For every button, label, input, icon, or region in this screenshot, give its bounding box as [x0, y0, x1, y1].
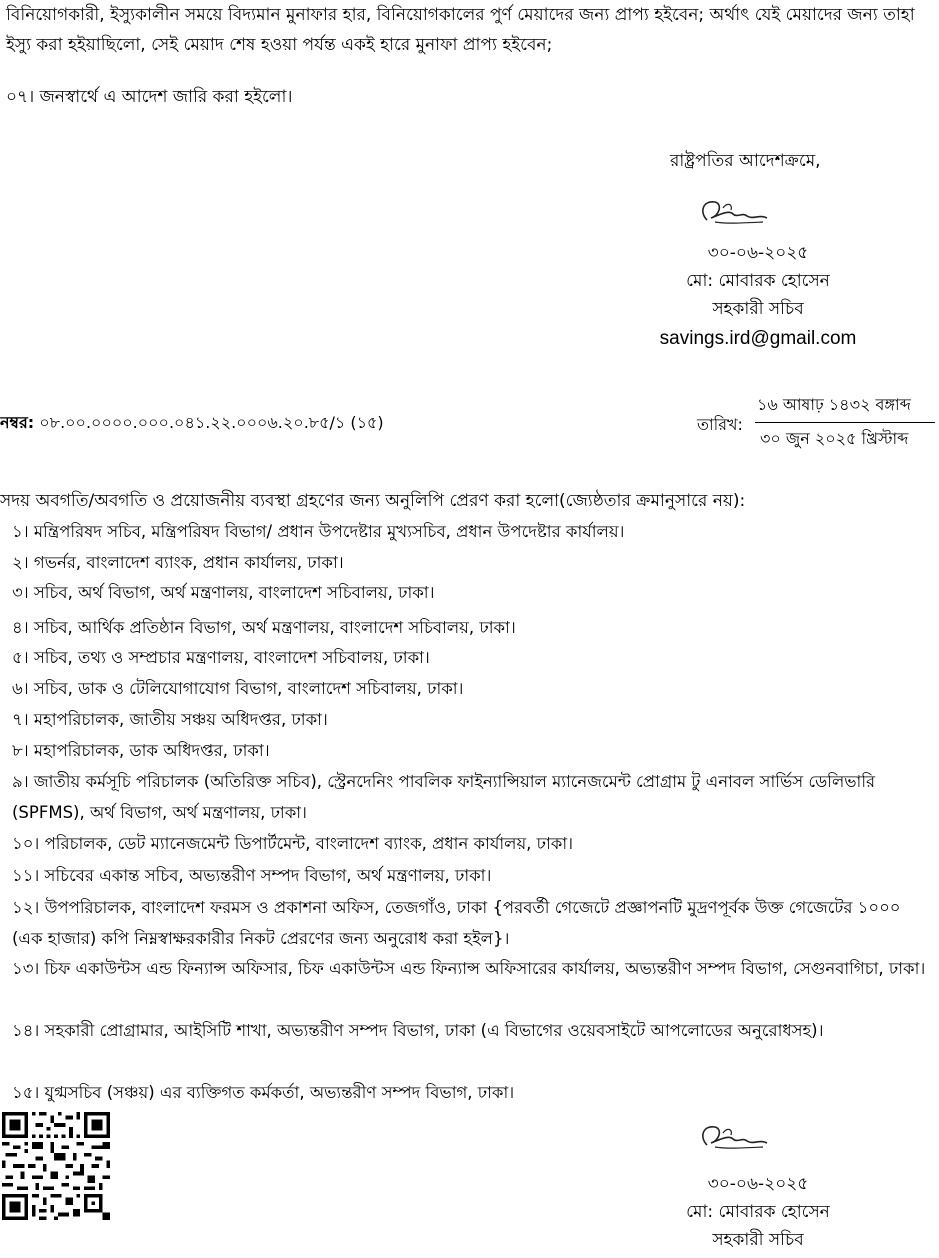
list-item: ৪। সচিব, আর্থিক প্রতিষ্ঠান বিভাগ, অর্থ মন্ত্রণালয়, বাংলাদেশ সচিবালয়, ঢাকা। [12, 618, 516, 637]
memo-number [0, 410, 384, 437]
list-item: ১। মন্ত্রিপরিষদ সচিব, মন্ত্রিপরিষদ বিভাগ/ প্রধান উপদেষ্টার মুখ্যসচিব, প্রধান উপদেষ্টার কার্যালয়। [12, 522, 625, 541]
signatory-designation: সহকারী সচিব [712, 1230, 804, 1250]
date-gregorian: ৩০ জুন ২০২৫ খ্রিস্টাব্দ [760, 429, 909, 448]
list-item: ১৩। চিফ একাউন্টস এন্ড ফিন্যান্স অফিসার, চিফ একাউন্টস এন্ড ফিন্যান্স অফিসারের কার্যালয়, অভ্যন্তরীণ সম্পদ বিভাগ, সেগুনবাগিচা, ঢাকা। [12, 959, 926, 978]
signature-date: ৩০-০৬-২০২৫ [707, 1174, 809, 1194]
list-item: ৮। মহাপরিচালক, ডাক অধিদপ্তর, ঢাকা। [12, 741, 270, 760]
clause-07: ০৭। জনস্বার্থে এ আদেশ জারি করা হইলো। [6, 87, 293, 107]
date-label: তারিখ: [697, 415, 743, 434]
list-item: ১৪। সহকারী প্রোগ্রামার, আইসিটি শাখা, অভ্যন্তরীণ সম্পদ বিভাগ, ঢাকা (এ বিভাগের ওয়েবসাইটে আপলোডের অনুরোধসহ)। [12, 1021, 824, 1040]
list-item: ৩। সচিব, অর্থ বিভাগ, অর্থ মন্ত্রণালয়, বাংলাদেশ সচিবালয়, ঢাকা। [12, 583, 435, 602]
signature-image [693, 192, 773, 232]
date-bangla: ১৬ আষাঢ় ১৪৩২ বঙ্গাব্দ [757, 395, 911, 414]
signature-image [693, 1117, 773, 1157]
list-item: ৫। সচিব, তথ্য ও সম্প্রচার মন্ত্রণালয়, বাংলাদেশ সচিবালয়, ঢাকা। [12, 648, 430, 667]
list-item: ৭। মহাপরিচালক, জাতীয় সঞ্চয় অধিদপ্তর, ঢাকা। [12, 710, 328, 729]
signatory-designation: সহকারী সচিব [712, 299, 804, 319]
list-item: ১০। পরিচালক, ডেট ম্যানেজমেন্ট ডিপার্টমেন্ট, বাংলাদেশ ব্যাংক, প্রধান কার্যালয়, ঢাকা। [12, 834, 574, 853]
distribution-intro: সদয় অবগতি/অবগতি ও প্রয়োজনীয় ব্যবস্থা গ্রহণের জন্য অনুলিপি প্রেরণ করা হলো(জ্যেষ্ঠতার ক্রমানুসারে নয়): [0, 491, 746, 511]
list-item: ১২। উপপরিচালক, বাংলাদেশ ফরমস ও প্রকাশনা অফিস, তেজগাঁও, ঢাকা {পরবর্তী গেজেটে প্রজ্ঞাপনটি মুদ্রণপূর্বক উক্ত গেজেটের ১০০০ (এক হাজার) কপি নিম্নস্বাক্ষরকারীর নিকট প্রেরণের জন্য অনুরোধ করা হইল}। [12, 898, 901, 948]
list-item: ২। গভর্নর, বাংলাদেশ ব্যাংক, প্রধান কার্যালয়, ঢাকা। [12, 553, 344, 572]
top-paragraph: বিনিয়োগকারী, ইস্যুকালীন সময়ে বিদ্যমান মুনাফার হার, বিনিয়োগকালের পুর্ণ মেয়াদের জন্য প্রাপ্য হইবেন; অর্থাৎ যেই মেয়াদের জন্য তাহা ইস্যু করা হইয়াছিলো, সেই মেয়াদ শেষ হওয়া পর্যন্ত একই হারে মুনাফা প্রাপ্য হইবেন; [6, 5, 915, 55]
memo-number-value: ০৮.০০.০০০০.০০০.০৪১.২২.০০০৬.২০.৮৫/১ (১৫) [39, 413, 384, 432]
list-item: ১১। সচিবের একান্ত সচিব, অভ্যন্তরীণ সম্পদ বিভাগ, অর্থ মন্ত্রণালয়, ঢাকা। [12, 866, 492, 885]
date-divider [755, 422, 935, 423]
list-item: ১৫। যুগ্মসচিব (সঞ্চয়) এর ব্যক্তিগত কর্মকর্তা, অভ্যন্তরীণ সম্পদ বিভাগ, ঢাকা। [12, 1083, 515, 1102]
signatory-name: মো: মোবারক হোসেন [686, 1202, 830, 1222]
bottom-signatory-block [643, 1170, 873, 1254]
signature-date: ৩০-০৬-২০২৫ [707, 243, 809, 263]
memo-number-label: নম্বর: [0, 413, 35, 432]
order-by-text: রাষ্ট্রপতির আদেশক্রমে, [670, 151, 821, 171]
signatory-block [643, 239, 873, 355]
signatory-email: savings.ird@gmail.com [659, 328, 857, 349]
qr-code-image [2, 1112, 110, 1220]
list-item: ৯। জাতীয় কর্মসূচি পরিচালক (অতিরিক্ত সচিব), স্ট্রেনদেনিং পাবলিক ফাইন্যান্সিয়াল ম্যানেজমেন্ট প্রোগ্রাম টু এনাবল সার্ভিস ডেলিভারি (SPFMS), অর্থ বিভাগ, অর্থ মন্ত্রণালয়, ঢাকা। [12, 772, 876, 822]
signatory-name: মো: মোবারক হোসেন [686, 271, 830, 291]
list-item: ৬। সচিব, ডাক ও টেলিযোগাযোগ বিভাগ, বাংলাদেশ সচিবালয়, ঢাকা। [12, 679, 464, 698]
